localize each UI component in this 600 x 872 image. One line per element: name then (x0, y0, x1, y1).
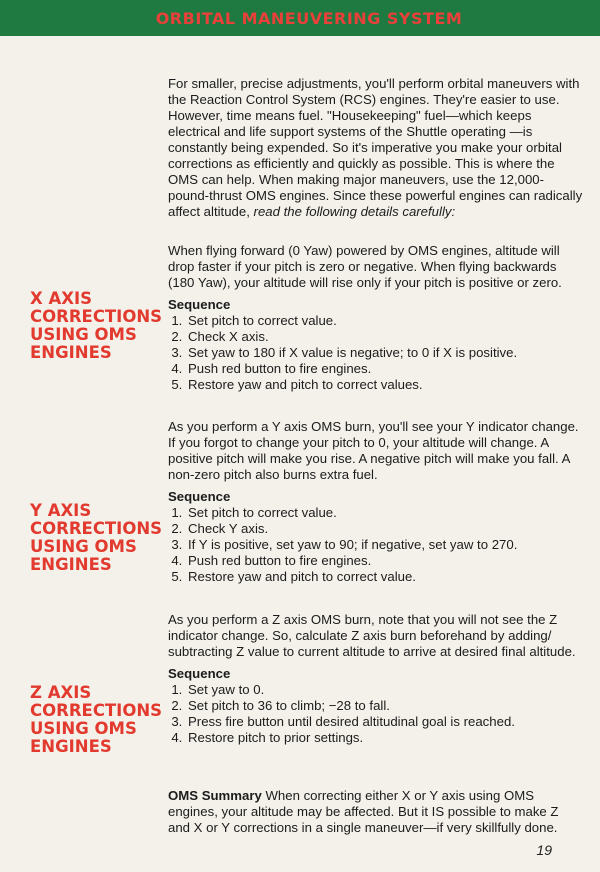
x-sequence-label: Sequence (168, 297, 231, 312)
list-item: 3. If Y is positive, set yaw to 90; if negative, set yaw to 270. (186, 537, 584, 553)
list-item: 4. Push red button to fire engines. (186, 553, 584, 569)
y-heading-line: ENGINES (30, 555, 112, 574)
list-item: 5. Restore yaw and pitch to correct value. (186, 569, 584, 585)
y-axis-text: As you perform a Y axis OMS burn, you'll see your Y indicator change. If you forgot to change your pitch to 0, your altitude will change. A positive pitch will make you rise. A negative pitch will make you fall. A non-zero pitch also burns extra fuel. (168, 419, 579, 482)
list-item: 2. Check Y axis. (186, 521, 584, 537)
z-sequence-list (168, 682, 584, 746)
z-axis-heading (30, 684, 170, 756)
z-sequence-label: Sequence (168, 666, 231, 681)
list-item: 5. Restore yaw and pitch to correct values. (186, 377, 584, 393)
z-heading-line: USING OMS (30, 719, 137, 738)
x-heading-line: ENGINES (30, 343, 112, 362)
oms-summary (168, 788, 584, 836)
z-heading-line: CORRECTIONS (30, 701, 163, 720)
intro-paragraph (168, 76, 584, 220)
list-item: 2. Check X axis. (186, 329, 584, 345)
y-heading-line: CORRECTIONS (30, 519, 163, 538)
y-sequence-list (168, 505, 584, 585)
list-item: 2. Set pitch to 36 to climb; −28 to fall. (186, 698, 584, 714)
y-heading-line: Y AXIS (30, 501, 92, 520)
intro-emphasis: read the following details carefully: (253, 204, 456, 219)
x-axis-section (168, 243, 584, 393)
z-axis-text: As you perform a Z axis OMS burn, note that you will not see the Z indicator change. So, calculate Z axis burn beforehand by adding/ subtracting Z value to current altitude to arrive at desired final altitude. (168, 612, 576, 659)
z-axis-section (168, 612, 584, 746)
y-sequence-label: Sequence (168, 489, 231, 504)
x-heading-line: X AXIS (30, 289, 92, 308)
list-item: 3. Set yaw to 180 if X value is negative; to 0 if X is positive. (186, 345, 584, 361)
z-heading-line: Z AXIS (30, 683, 92, 702)
page-title: ORBITAL MANEUVERING SYSTEM (155, 8, 463, 28)
y-heading-line: USING OMS (30, 537, 137, 556)
list-item: 4. Push red button to fire engines. (186, 361, 584, 377)
y-axis-section (168, 419, 584, 585)
x-sequence-list (168, 313, 584, 393)
page-header (0, 0, 600, 36)
list-item: 1. Set pitch to correct value. (186, 313, 584, 329)
x-axis-heading (30, 290, 170, 362)
x-heading-line: CORRECTIONS (30, 307, 163, 326)
y-axis-heading (30, 502, 170, 574)
z-heading-line: ENGINES (30, 737, 112, 756)
x-heading-line: USING OMS (30, 325, 137, 344)
list-item: 4. Restore pitch to prior settings. (186, 730, 584, 746)
summary-label: OMS Summary (168, 788, 262, 803)
x-axis-text: When flying forward (0 Yaw) powered by OMS engines, altitude will drop faster if your pitch is zero or negative. When flying backwards (180 Yaw), your altitude will rise only if your pitch is positive or zero. (168, 243, 562, 290)
summary-text: When correcting either X or Y axis using OMS engines, your altitude may be affected. But it IS possible to make Z and X or Y corrections in a single maneuver—if very skillfully done. (168, 788, 559, 835)
intro-text: For smaller, precise adjustments, you'll perform orbital maneuvers with the Reaction Control System (RCS) engines. They're easier to use. However, time means fuel. "Housekeeping" fuel—which keeps electrical and life support systems of the Shuttle operating —is constantly being expended. So it's imperative you make your orbital corrections as efficiently and quickly as possible. This is where the OMS can help. When making major maneuvers, use the 12,000-pound-thrust OMS engines. Since these powerful engines can radically affect altitude, (168, 76, 583, 219)
list-item: 3. Press fire button until desired altitudinal goal is reached. (186, 714, 584, 730)
page-number: 19 (536, 842, 552, 858)
list-item: 1. Set pitch to correct value. (186, 505, 584, 521)
list-item: 1. Set yaw to 0. (186, 682, 584, 698)
